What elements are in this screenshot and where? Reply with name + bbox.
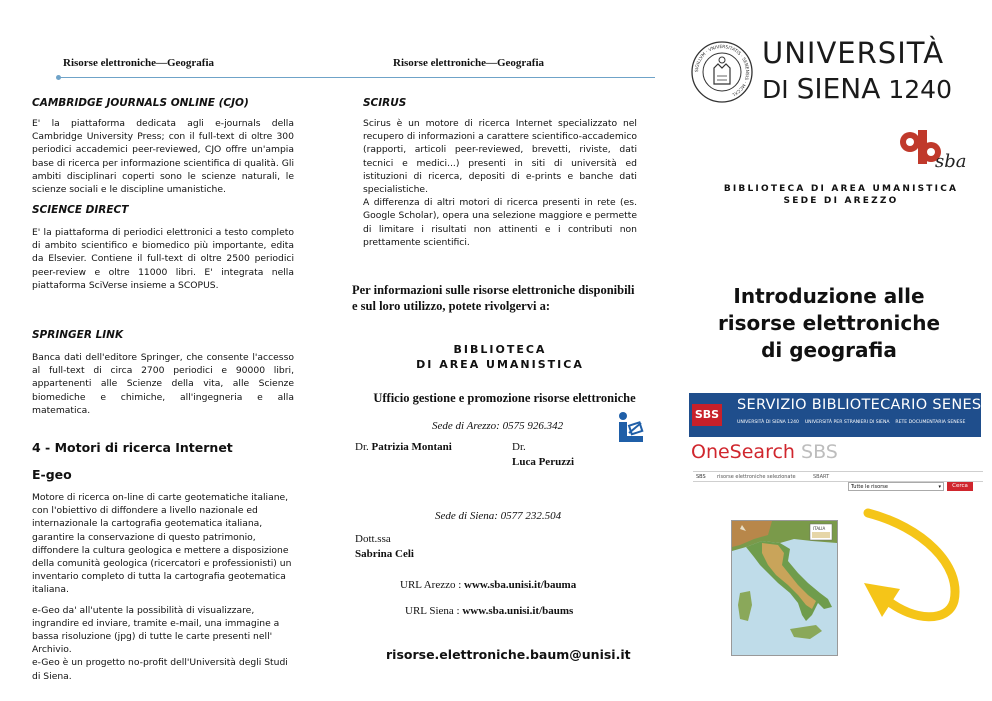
email-link[interactable]: risorse.elettroniche.baum@unisi.it (386, 647, 631, 662)
uni-siena: SIENA (796, 72, 881, 105)
sbs-banner-title: SERVIZIO BIBLIOTECARIO SENESE (737, 397, 991, 413)
library-line-2: SEDE DI AREZZO (783, 196, 899, 206)
contact-1 (355, 441, 452, 453)
contact-3-prefix: Dott.ssa (355, 533, 391, 545)
sbs-sub-1: UNIVERSITÀ DI SIENA 1240 (737, 420, 799, 425)
search-tab-sbart[interactable]: SBART (813, 474, 830, 480)
sba-logo-text: sba (935, 151, 967, 172)
scirus-text-1: Scirus è un motore di ricerca Internet specializzato nel recupero di informazioni a carattere scientifico-accademico (rapporti, articoli peer-reviewed, brevetti, riviste, dati tecnici e medici...) presenti in siti di università ed istituzioni di ricerca, depositi di e-prints e banche dati specialistiche. (363, 118, 637, 196)
sd-text: E' la piattaforma di periodici elettronici a testo completo di ambito scientifico e biomedico più importante, edita da Elsevier. Contiene il full-text di oltre 2500 periodici peer-review e oltre 11000 libri. E' integrata nella piattaforma SciVerse insieme a SCOPUS. (32, 227, 294, 291)
sd-heading: SCIENCE DIRECT (32, 204, 129, 216)
curved-arrow-icon (852, 505, 972, 630)
chevron-down-icon: ▾ (938, 484, 941, 490)
sbs-sub-3: RETE DOCUMENTARIA SENESE (895, 420, 966, 425)
contact-1-prefix: Dr. (355, 441, 369, 453)
column-1 (32, 97, 294, 196)
url-arezzo-label: URL Arezzo : (400, 579, 465, 591)
egeo-heading: E-geo (32, 467, 72, 482)
resource-select-value: Tutte le risorse (851, 484, 888, 490)
column-2 (363, 97, 637, 249)
ufficio-title: Ufficio gestione e promozione risorse elettroniche (373, 391, 636, 405)
library-line-1: BIBLIOTECA DI AREA UMANISTICA (723, 184, 959, 194)
biblioteca-line-1: BIBLIOTECA (453, 343, 547, 356)
search-button[interactable]: Cerca (947, 482, 973, 491)
url-arezzo-link[interactable]: www.sba.unisi.it/bauma (464, 579, 577, 591)
svg-text:SIGILLVM · VNIVERSITATIS · SEN (694, 44, 750, 98)
sbs-banner-subtitle (737, 420, 965, 425)
info-desk-icon (616, 411, 646, 445)
contact-2-name: Luca Peruzzi (512, 456, 575, 468)
url-siena (405, 605, 573, 617)
running-head-left: Risorse elettroniche—Geografia (63, 57, 215, 69)
siena-phone: Sede di Siena: 0577 232.504 (435, 510, 562, 522)
university-name-line-1: UNIVERSITÀ (762, 36, 945, 70)
search-bar (693, 471, 983, 495)
url-siena-link[interactable]: www.sba.unisi.it/baums (462, 605, 574, 617)
contact-2-prefix: Dr. (512, 441, 526, 453)
section-heading: 4 - Motori di ricerca Internet (32, 440, 233, 455)
tabs-top-rule (693, 471, 983, 472)
sd-block (32, 204, 294, 292)
egeo-block (32, 491, 294, 683)
sbs-badge: SBS (692, 404, 722, 426)
url-siena-label: URL Siena : (405, 605, 463, 617)
search-tab-selected-resources[interactable]: risorse elettroniche selezionate (717, 474, 796, 480)
biblioteca-line-2: DI AREA UMANISTICA (416, 358, 584, 371)
sbs-sub-2: UNIVERSITÀ PER STRANIERI DI SIENA (804, 420, 890, 425)
cover-title-line-3: di geografia (761, 338, 897, 362)
cjo-heading: CAMBRIDGE JOURNALS ONLINE (CJO) (32, 97, 249, 109)
header-rule (60, 77, 655, 78)
scirus-text-2: A differenza di altri motori di ricerca presenti in rete (es. Google Scholar), opera una selezione maggiore e permette di limitare i risultati non attinenti e i contributi non prettamente scientifici. (363, 197, 637, 248)
url-arezzo (400, 579, 576, 591)
cover-title (700, 283, 958, 364)
springer-block (32, 329, 294, 417)
onesearch-sbs: SBS (801, 441, 838, 463)
italy-map (731, 520, 838, 656)
map-title: ITALIA (813, 526, 826, 531)
contact-1-name: Patrizia Montani (371, 441, 452, 453)
university-seal (690, 40, 754, 104)
cjo-text: E' la piattaforma dedicata agli e-journals della Cambridge University Press; con il full-text di oltre 300 periodici accademici peer-reviewed, CJO offre un'ampia base di ricerca per informazione scientifica di qualità. Gli ambiti disciplinari coperti sono le scienze naturali, le scienze sociali e le discipline umanistiche. (32, 118, 294, 196)
onesearch-logo (691, 441, 838, 463)
egeo-text-3: e-Geo è un progetto no-profit dell'Università degli Studi di Siena. (32, 657, 288, 682)
egeo-text-1: Motore di ricerca on-line di carte geotematiche italiane, con l'obiettivo di diffondere a livello nazionale ed internazionale la cartografia geotematica italiana, garantire la conservazione di questo patrimonio, diffondere la cultura geologica e mettere a disposizione della comunità geologica (ricercatori e professionisti) un inventario completo di tutta la cartografia geotematica italiana. (32, 492, 292, 596)
springer-heading: SPRINGER LINK (32, 329, 124, 341)
cover-title-line-1: Introduzione alle (733, 284, 925, 308)
onesearch-text: OneSearch (691, 441, 795, 463)
uni-year: 1240 (888, 75, 952, 104)
sba-logo (897, 125, 967, 172)
arezzo-phone: Sede di Arezzo: 0575 926.342 (432, 420, 564, 432)
resource-select[interactable] (848, 482, 944, 491)
contact-3-name: Sabrina Celi (355, 548, 414, 560)
search-tab-sbs[interactable]: SBS (696, 474, 706, 480)
egeo-text-2: e-Geo da' all'utente la possibilità di visualizzare, ingrandire ed inviare, tramite e-mail, una immagine a bassa risoluzione (jpg) di tutte le carte presenti nell' Archivio. (32, 604, 280, 656)
uni-di: DI (762, 75, 789, 104)
springer-text: Banca dati dell'editore Springer, che consente l'accesso al full-text di circa 2700 periodici e 90000 libri, appartenenti alle Scienze della vita, alle Scienze biomediche e chimiche, all'ingegneria e alla matematica. (32, 352, 294, 416)
running-head-middle: Risorse elettroniche—Geografia (393, 57, 545, 69)
seal-ring-text: SIGILLVM · VNIVERSITATIS · SENENSIS · MCCXL (694, 44, 750, 97)
cover-title-line-2: risorse elettroniche (717, 311, 941, 335)
sbs-banner (689, 393, 991, 437)
scirus-heading: SCIRUS (363, 97, 407, 109)
info-text: Per informazioni sulle risorse elettroniche disponibili e sul loro utilizzo, potete rivolgervi a: (352, 283, 635, 313)
university-name-line-2 (762, 72, 952, 105)
